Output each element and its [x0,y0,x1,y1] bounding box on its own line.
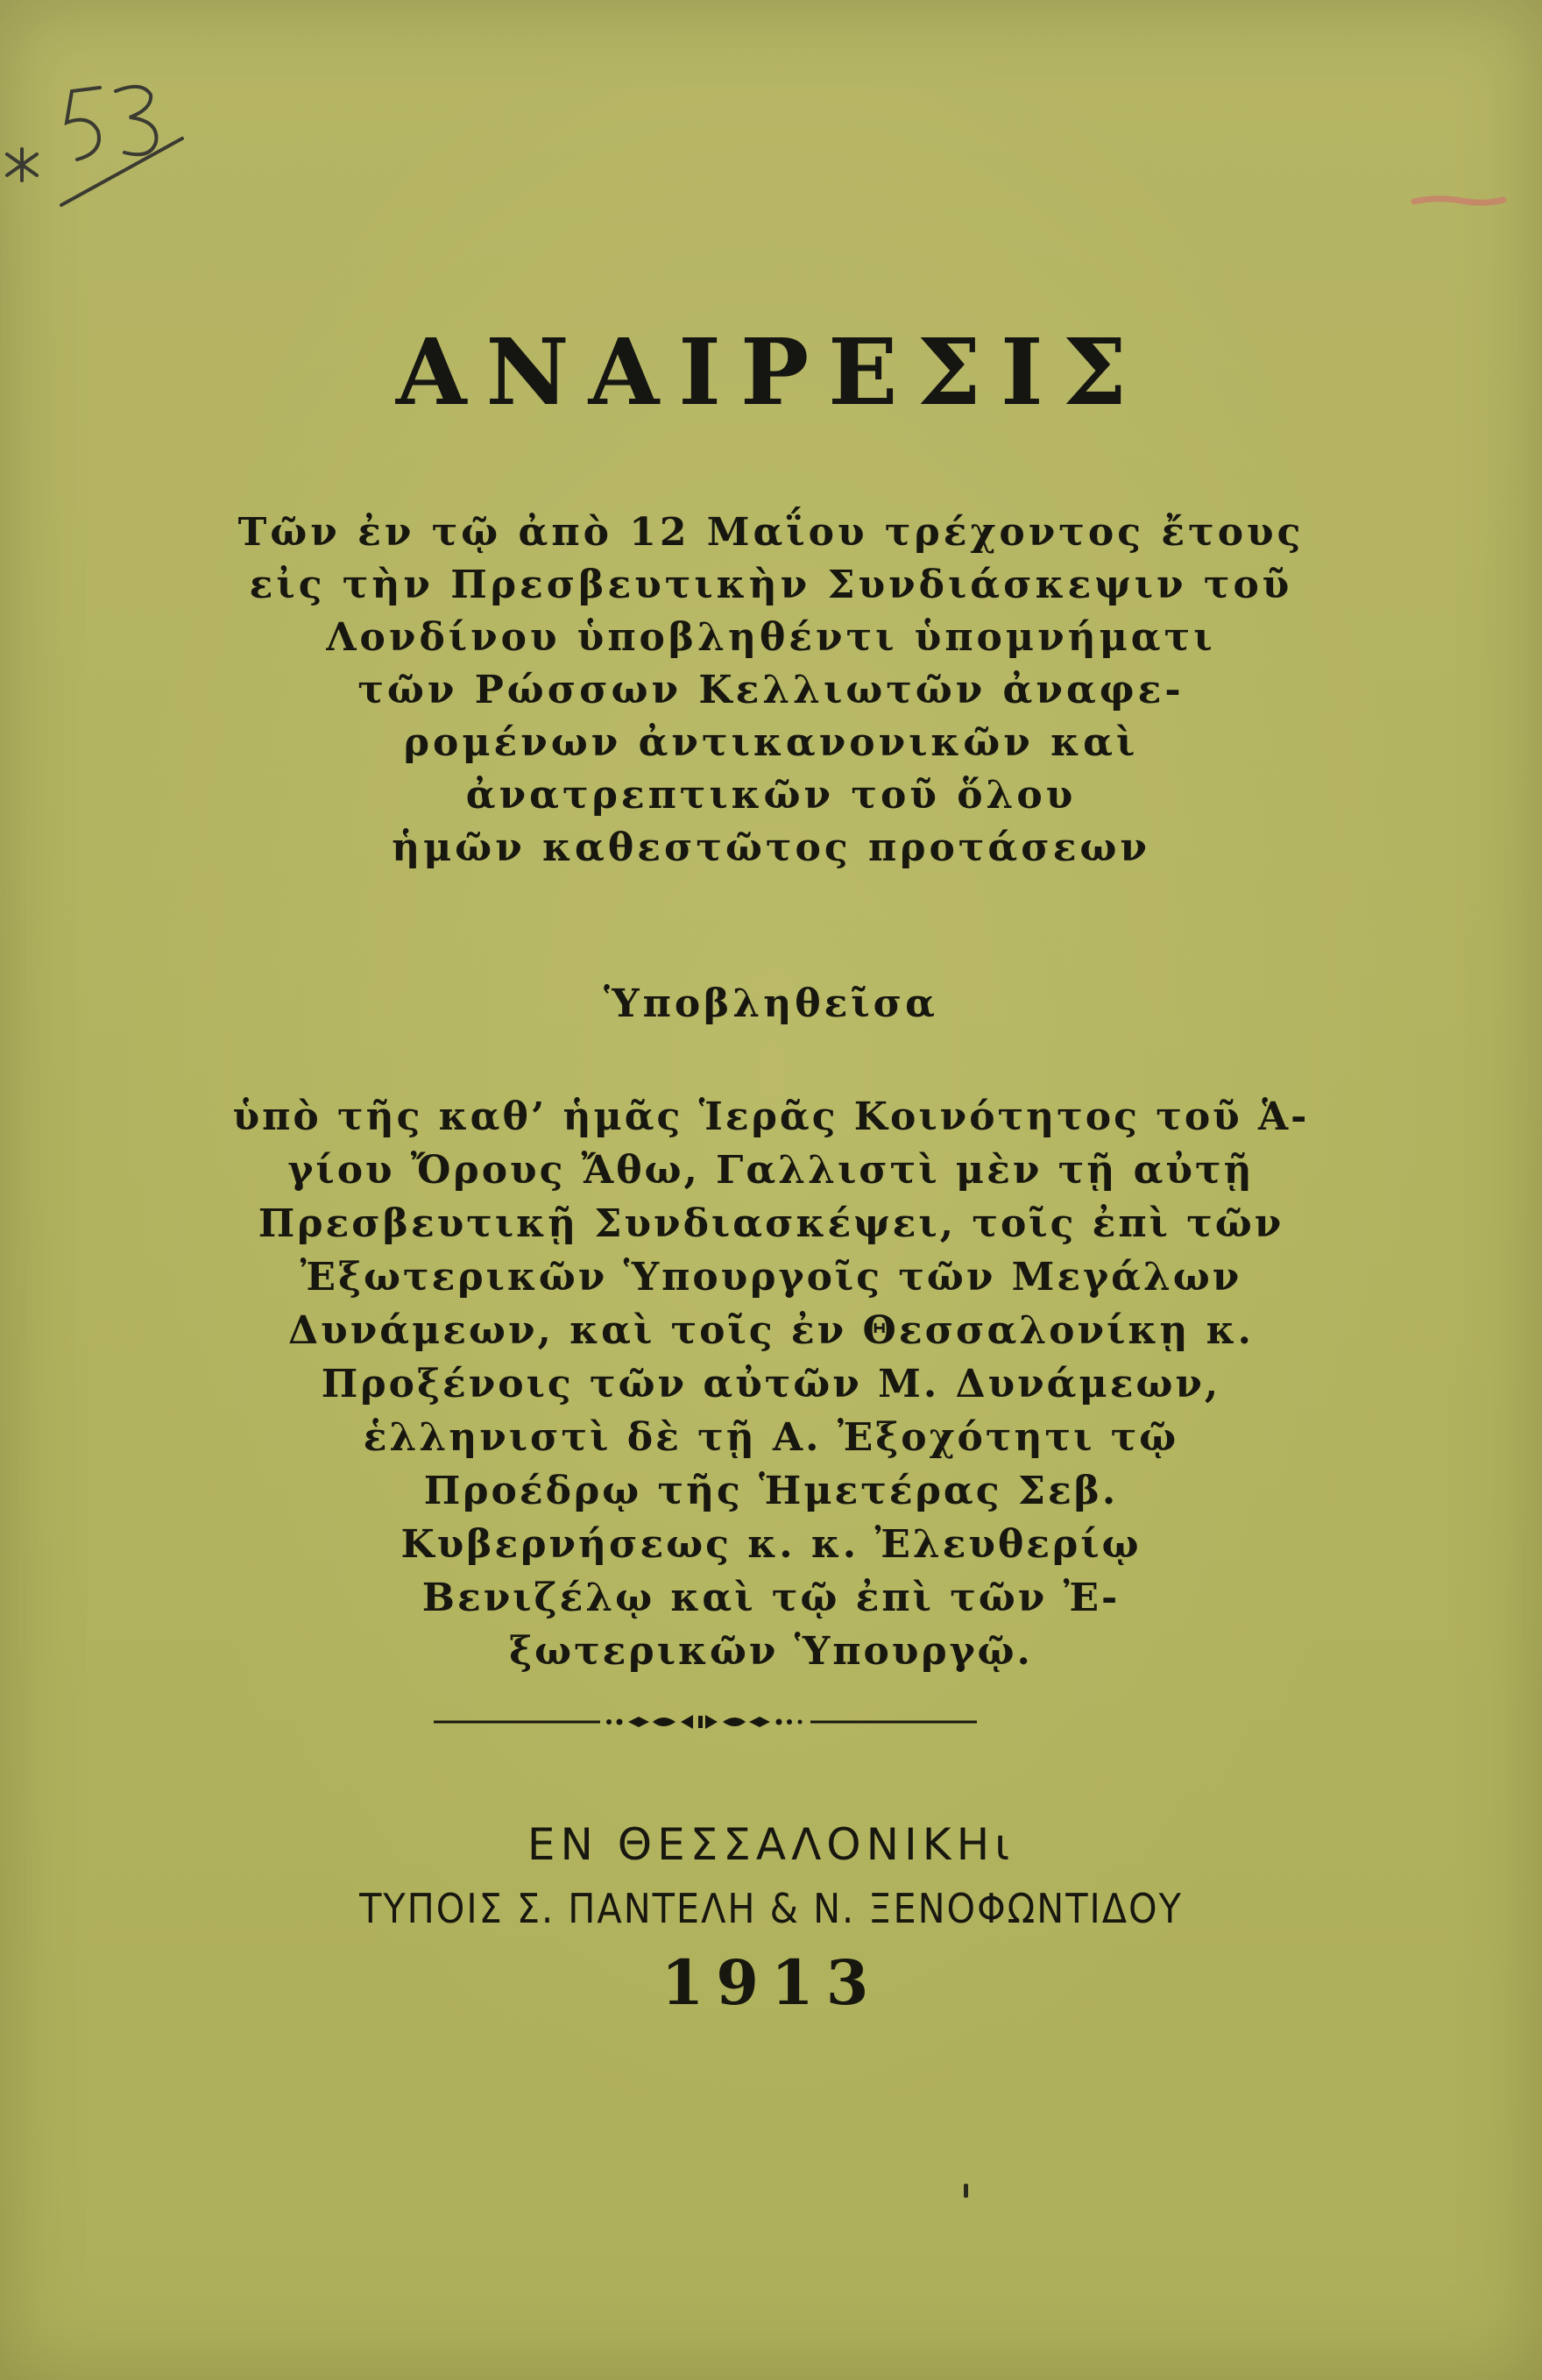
subtitle-line: εἰς τὴν Πρεσβευτικὴν Συνδιάσκεψιν τοῦ [249,563,1293,607]
body-line: Ἐξωτερικῶν Ὑπουργοῖς τῶν Μεγάλων [300,1255,1242,1300]
imprint-year: 1913 [661,1946,881,2019]
body-line: ὑπὸ τῆς καθ’ ἡμᾶς Ἱερᾶς Κοινότητος τοῦ Ἁ- [232,1094,1310,1139]
body-paragraph [0,1090,1542,1678]
subtitle-line: ἡμῶν καθεστῶτος προτάσεων [392,825,1150,870]
pink-stain-mark [1411,195,1507,209]
ornamental-divider [434,1709,977,1735]
imprint-place: ΕΝ ΘΕΣΣΑΛΟΝΙΚΗι [527,1819,1015,1870]
imprint-printer: ΤΥΠΟΙΣ Σ. ΠΑΝΤΕΛΗ & Ν. ΞΕΝΟΦΩΝΤΙΔΟΥ [359,1885,1183,1932]
subtitle-paragraph [0,506,1542,875]
submitted-label: Ὑποβληθεῖσα [604,981,938,1026]
body-line: γίου Ὄρους Ἄθω, Γαλλιστὶ μὲν τῇ αὐτῇ [287,1148,1255,1193]
subtitle-line: ρομένων ἀντικανονικῶν καὶ [403,720,1139,765]
body-line: Πρεσβευτικῇ Συνδιασκέψει, τοῖς ἐπὶ τῶν [258,1201,1284,1246]
body-line: Προξένοις τῶν αὐτῶν Μ. Δυνάμεων, [321,1362,1221,1406]
body-line: ἑλληνιστὶ δὲ τῇ Α. Ἐξοχότητι τῷ [363,1415,1179,1460]
subtitle-line: Τῶν ἐν τῷ ἀπὸ 12 Μαΐου τρέχοντος ἔτους [237,510,1305,555]
ink-speck [964,2184,968,2198]
subtitle-line: Λονδίνου ὑποβληθέντι ὑπομνήματι [326,615,1216,660]
subtitle-line: τῶν Ρώσσων Κελλιωτῶν ἀναφε- [357,668,1185,712]
page-title: ΑΝΑΙΡΕΣΙΣ [395,318,1147,426]
subtitle-line: ἀνατρεπτικῶν τοῦ ὅλου [465,773,1077,818]
body-line: Βενιζέλῳ καὶ τῷ ἐπὶ τῶν Ἐ- [421,1576,1121,1620]
body-line: Δυνάμεων, καὶ τοῖς ἐν Θεσσαλονίκῃ κ. [288,1308,1254,1353]
body-line: Προέδρῳ τῆς Ἡμετέρας Σεβ. [423,1469,1119,1513]
body-line: Κυβερνήσεως κ. κ. Ἐλευθερίῳ [400,1522,1142,1567]
body-line: ξωτερικῶν Ὑπουργῷ. [509,1629,1033,1674]
handwritten-catalog-mark [2,68,195,217]
